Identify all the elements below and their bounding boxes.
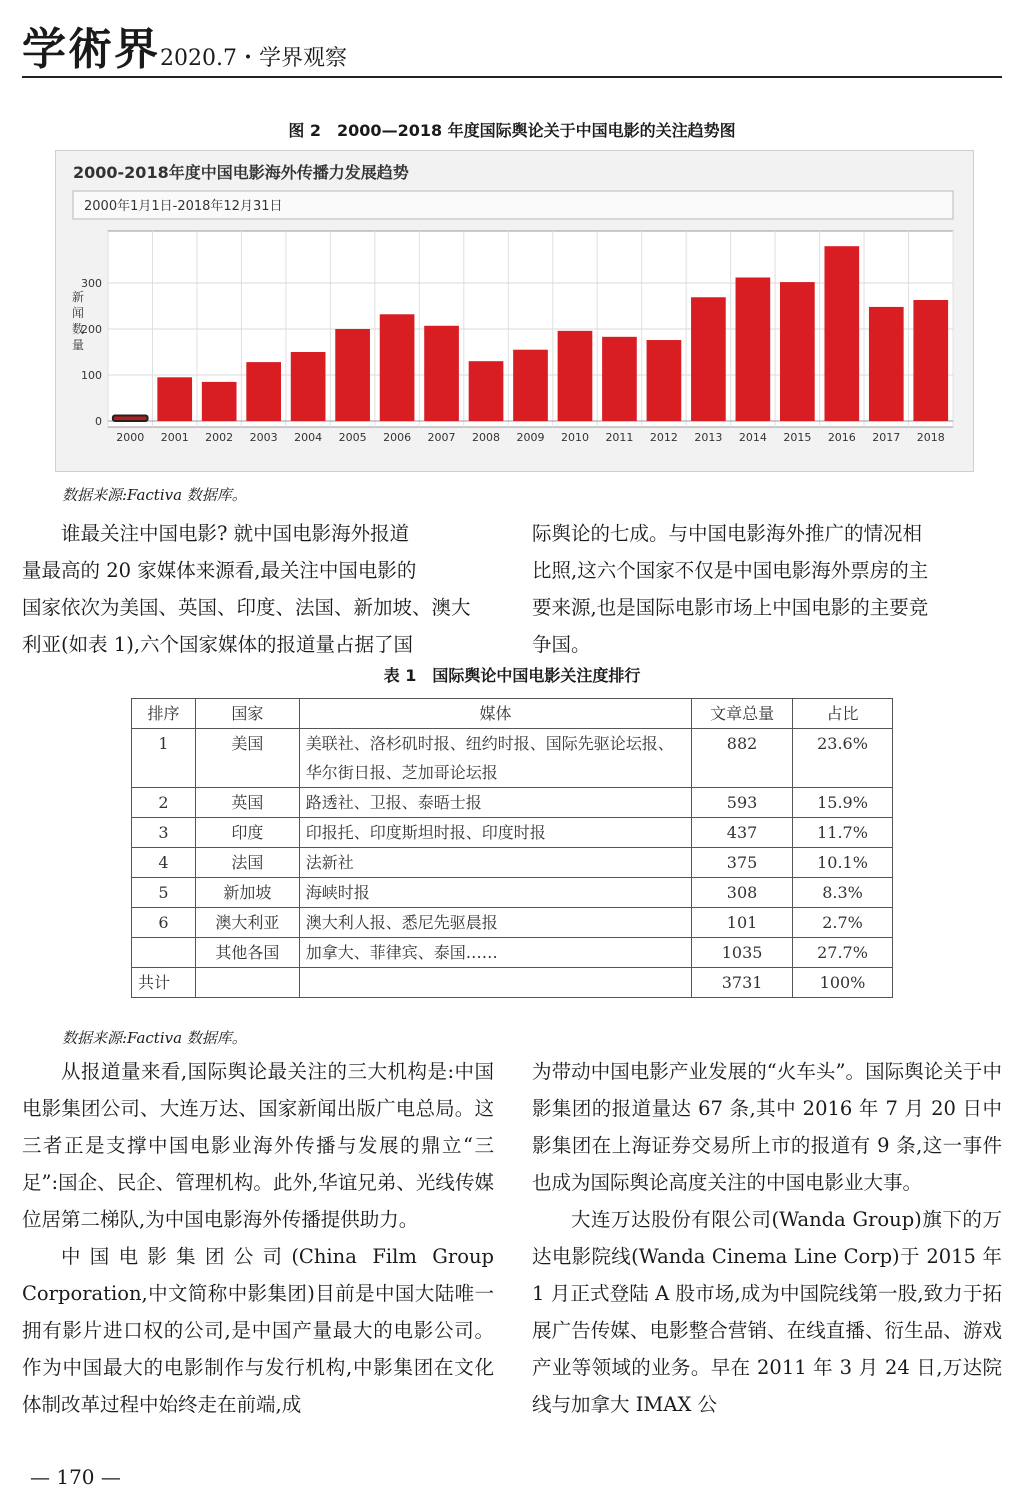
table-total-row [132,968,893,998]
x-tick-label: 2007 [427,431,456,444]
body-right-paragraph-2: 大连万达股份有限公司(Wanda Group)旗下的万达电影院线(Wanda Cinema Line Corp)于 2015 年 1 月正式登陆 A 股市场,成为中国院线第一股,致力于拓展广告传媒、电影整合营销、在线直播、衍生品、游戏产业等领域的业务。早在 2011 年 3 月 24 日,万达院线与加拿大 IMAX 公 [532,1208,1002,1416]
y-axis-label-char: 数 [72,322,85,336]
table-row [132,788,893,818]
body-right-paragraph-1: 为带动中国电影产业发展的“火车头”。国际舆论关于中影集团的报道量达 67 条,其中 2016 年 7 月 20 日中影集团在上海证券交易所上市的报道有 9 条,这一事件也成为国际舆论高度关注的中国电影业大事。 [532,1060,1002,1194]
cell-rank: 5 [132,878,196,908]
col-header-media: 媒体 [299,699,691,729]
chart-panel [55,150,974,472]
intro-line-6: 比照,这六个国家不仅是中国电影海外票房的主 [532,559,929,582]
x-tick-label: 2018 [916,431,945,444]
cell-country: 印度 [195,818,299,848]
x-tick-label: 2000 [116,431,145,444]
figure-caption: 图 2 2000—2018 年度国际舆论关于中国电影的关注趋势图 [288,121,736,140]
cell-total: 3731 [692,968,793,998]
body-left-column [22,1053,494,1423]
bar-2010 [558,331,593,421]
x-tick-label: 2010 [560,431,589,444]
header-rule [22,76,1002,78]
intro-line-1: 谁最关注中国电影? 就中国电影海外报道 [61,522,410,545]
cell-rank: 共计 [132,968,196,998]
cell-total: 593 [692,788,793,818]
intro-left-column [22,515,494,663]
cell-country: 新加坡 [195,878,299,908]
table-row [132,938,893,968]
cell-media: 法新社 [299,848,691,878]
x-tick-label: 2005 [338,431,367,444]
cell-country: 美国 [195,729,299,788]
body-left-paragraph-1: 从报道量来看,国际舆论最关注的三大机构是:中国电影集团公司、大连万达、国家新闻出版广电总局。这三者正是支撑中国电影业海外传播与发展的鼎立“三足”:国企、民企、管理机构。此外,华谊兄弟、光线传媒位居第二梯队,为中国电影海外传播提供助力。 [22,1060,494,1231]
bar-2018 [913,300,948,421]
bar-2003 [246,362,281,421]
cell-country [195,968,299,998]
table-row [132,878,893,908]
cell-country: 澳大利亚 [195,908,299,938]
col-header-total: 文章总量 [692,699,793,729]
x-tick-label: 2003 [249,431,278,444]
intro-right-column [532,515,1002,663]
cell-total: 882 [692,729,793,788]
x-tick-label: 2001 [160,431,189,444]
page-number: — 170 — [30,1465,121,1489]
intro-line-3: 国家依次为美国、英国、印度、法国、新加坡、澳大 [22,596,471,619]
cell-share: 2.7% [793,908,893,938]
cell-total: 437 [692,818,793,848]
x-tick-label: 2016 [827,431,856,444]
x-tick-label: 2013 [694,431,723,444]
table-row [132,729,893,788]
y-axis-label-char: 闻 [72,306,85,320]
cell-share: 23.6% [793,729,893,788]
cell-rank: 6 [132,908,196,938]
x-tick-label: 2017 [872,431,901,444]
col-header-rank: 排序 [132,699,196,729]
cell-total: 375 [692,848,793,878]
bar-2007 [424,326,459,421]
issue-line: 2020.7・学界观察 [160,46,347,71]
intro-line-8: 争国。 [532,633,591,656]
intro-line-2: 量最高的 20 家媒体来源看,最关注中国电影的 [22,559,417,582]
bar-chart [56,151,973,471]
x-tick-label: 2015 [783,431,812,444]
cell-rank: 2 [132,788,196,818]
bar-2011 [602,337,637,421]
chart-title: 2000-2018年度中国电影海外传播力发展趋势 [73,163,409,182]
cell-rank: 1 [132,729,196,788]
cell-media: 美联社、洛杉矶时报、纽约时报、国际先驱论坛报、华尔街日报、芝加哥论坛报 [299,729,691,788]
x-tick-label: 2008 [472,431,501,444]
bar-2004 [291,352,326,421]
col-header-share: 占比 [793,699,893,729]
cell-total: 308 [692,878,793,908]
table-source-note: 数据来源:Factiva 数据库。 [62,1029,247,1047]
cell-country: 法国 [195,848,299,878]
x-tick-label: 2009 [516,431,545,444]
x-tick-label: 2006 [383,431,412,444]
cell-media: 海峡时报 [299,878,691,908]
y-ticks [81,277,102,428]
x-tick-label: 2002 [205,431,234,444]
col-header-country: 国家 [195,699,299,729]
cell-media: 印报托、印度斯坦时报、印度时报 [299,818,691,848]
table-header-row [132,699,893,729]
body-right-column [532,1053,1002,1423]
intro-line-5: 际舆论的七成。与中国电影海外推广的情况相 [532,522,923,545]
cell-share: 27.7% [793,938,893,968]
bar-2015 [780,282,815,421]
bar-2002 [202,382,237,421]
ranking-table [131,698,893,998]
bar-2017 [869,307,904,421]
y-tick-label: 0 [95,415,102,428]
cell-share: 15.9% [793,788,893,818]
bar-2001 [157,377,192,421]
y-tick-label: 200 [81,323,102,336]
cell-share: 11.7% [793,818,893,848]
x-tick-label: 2012 [649,431,678,444]
bar-2008 [469,361,504,421]
y-axis-label-char: 量 [72,338,85,352]
intro-line-4: 利亚(如表 1),六个国家媒体的报道量占据了国 [22,633,414,656]
journal-logo: 学術界 [22,24,160,75]
body-left-paragraph-2: 中国电影集团公司(China Film Group Corporation,中文简称中影集团)目前是中国大陆唯一拥有影片进口权的公司,是中国产量最大的电影公司。作为中国最大的电影制作与发行机构,中影集团在文化体制改革过程中始终走在前端,成 [22,1245,494,1416]
cell-media [299,968,691,998]
table-row [132,818,893,848]
y-tick-label: 100 [81,369,102,382]
table-row [132,908,893,938]
cell-media: 路透社、卫报、泰晤士报 [299,788,691,818]
bar-2016 [824,246,859,421]
x-tick-label: 2011 [605,431,634,444]
cell-total: 101 [692,908,793,938]
bar-2000 [113,415,148,421]
bar-2014 [736,277,771,421]
x-tick-label: 2014 [738,431,767,444]
cell-share: 100% [793,968,893,998]
bar-2006 [380,314,415,421]
cell-total: 1035 [692,938,793,968]
cell-share: 10.1% [793,848,893,878]
y-axis-label [72,290,84,352]
cell-country: 其他各国 [195,938,299,968]
bar-2012 [647,340,682,421]
figure-source-note: 数据来源:Factiva 数据库。 [62,486,247,504]
cell-rank: 3 [132,818,196,848]
y-axis-label-char: 新 [72,290,85,304]
cell-rank [132,938,196,968]
cell-media: 澳大利人报、悉尼先驱晨报 [299,908,691,938]
x-tick-label: 2004 [294,431,323,444]
cell-media: 加拿大、菲律宾、泰国…… [299,938,691,968]
chart-subtitle: 2000年1月1日-2018年12月31日 [84,199,283,214]
cell-share: 8.3% [793,878,893,908]
cell-rank: 4 [132,848,196,878]
bar-2013 [691,297,726,421]
x-ticks [116,431,945,444]
bar-2005 [335,329,370,421]
intro-line-7: 要来源,也是国际电影市场上中国电影的主要竞 [532,596,929,619]
table-row [132,848,893,878]
table-caption: 表 1 国际舆论中国电影关注度排行 [383,666,641,685]
y-tick-label: 300 [81,277,102,290]
cell-country: 英国 [195,788,299,818]
bar-2009 [513,350,548,421]
